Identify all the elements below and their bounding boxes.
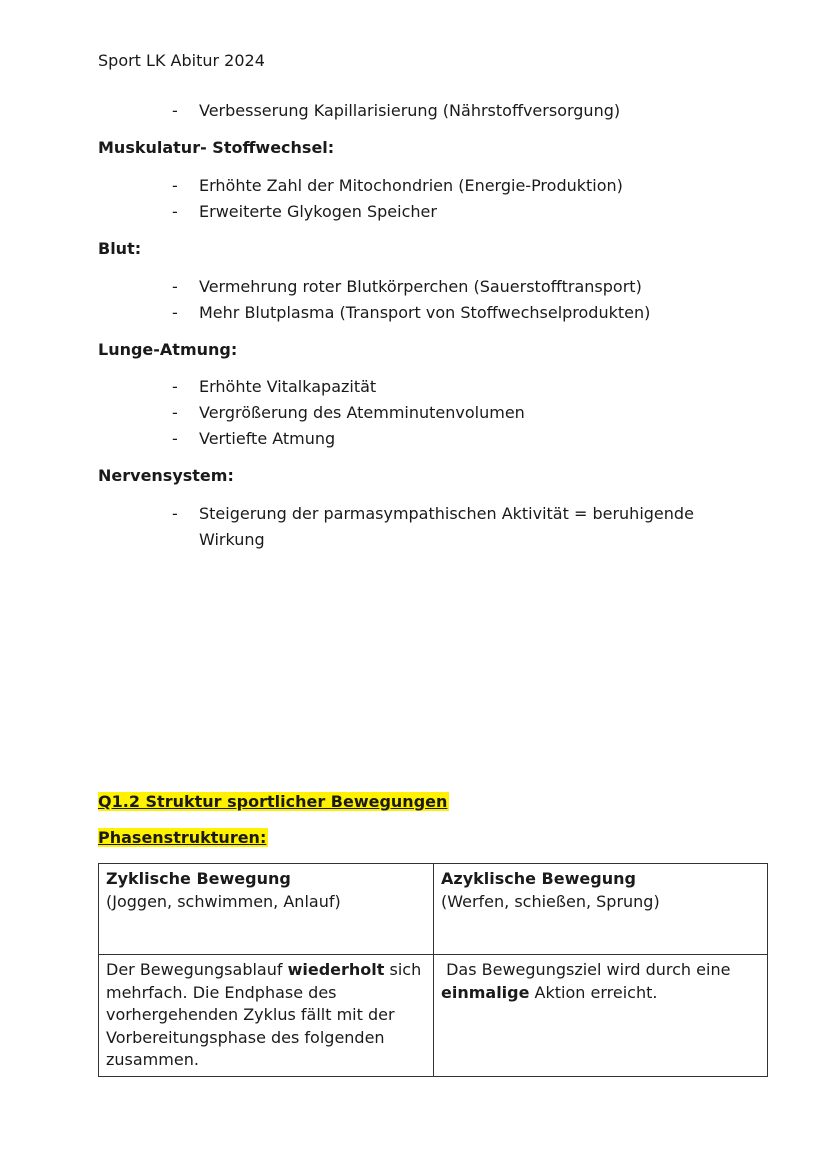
list-item: Vertiefte Atmung [199,429,336,448]
highlighted-subtitle: Phasenstrukturen: [98,828,267,847]
bullet-marker: - [172,303,178,322]
description-emphasis: einmalige [441,982,530,1002]
bullet-marker: - [172,101,178,120]
list-item: Mehr Blutplasma (Transport von Stoffwechselprodukten) [199,303,651,322]
description-emphasis: wiederholt [287,960,385,979]
description-text: sich mehrfach. Die Endphase des vorhergehenden Zyklus fällt mit der Vorbereitungsphase des folgenden zusammen. [106,960,422,1069]
description-text: Das Bewegungsziel wird durch eine [441,960,736,979]
table-cell [99,955,434,1077]
table-cell [99,864,434,955]
column-title-zyklisch: Zyklische Bewegung [106,869,291,888]
highlighted-title: Q1.2 Struktur sportlicher Bewegungen [98,792,448,811]
list-item: Verbesserung Kapillarisierung (Nährstoffversorgung) [199,101,621,120]
column-examples: (Joggen, schwimmen, Anlauf) [106,891,341,911]
list-item: Erhöhte Zahl der Mitochondrien (Energie-Produktion) [199,176,623,195]
list-item: Erhöhte Vitalkapazität [199,377,377,396]
table-cell [434,864,768,955]
table-row [99,955,768,1077]
section-heading-lunge-atmung: Lunge-Atmung: [98,340,238,359]
list-item: Vergrößerung des Atemminutenvolumen [199,403,525,422]
description-text: Aktion erreicht. [529,982,658,1002]
section-subtitle-phasenstrukturen [98,828,268,847]
list-item: Erweiterte Glykogen Speicher [199,202,437,221]
list-item: Steigerung der parmasympathischen Aktivität = beruhigende [199,504,694,523]
bullet-marker: - [172,403,178,422]
section-heading-blut: Blut: [98,239,142,258]
section-heading-nervensystem: Nervensystem: [98,466,234,485]
column-examples: (Werfen, schießen, Sprung) [441,891,660,911]
page-header-title: Sport LK Abitur 2024 [98,51,265,70]
phasen-table [98,863,768,1077]
bullet-marker: - [172,429,178,448]
bullet-marker: - [172,377,178,396]
bullet-marker: - [172,176,178,195]
section-title-q12 [98,792,449,811]
list-item-continuation: Wirkung [199,530,265,549]
column-title-azyklisch: Azyklische Bewegung [441,869,636,888]
table-cell [434,955,768,1077]
table-row [99,864,768,955]
section-heading-muskulatur: Muskulatur- Stoffwechsel: [98,138,335,157]
bullet-marker: - [172,277,178,296]
description-text: Der Bewegungsablauf [106,960,288,979]
bullet-marker: - [172,202,178,221]
bullet-marker: - [172,504,178,523]
list-item: Vermehrung roter Blutkörperchen (Sauerstofftransport) [199,277,642,296]
